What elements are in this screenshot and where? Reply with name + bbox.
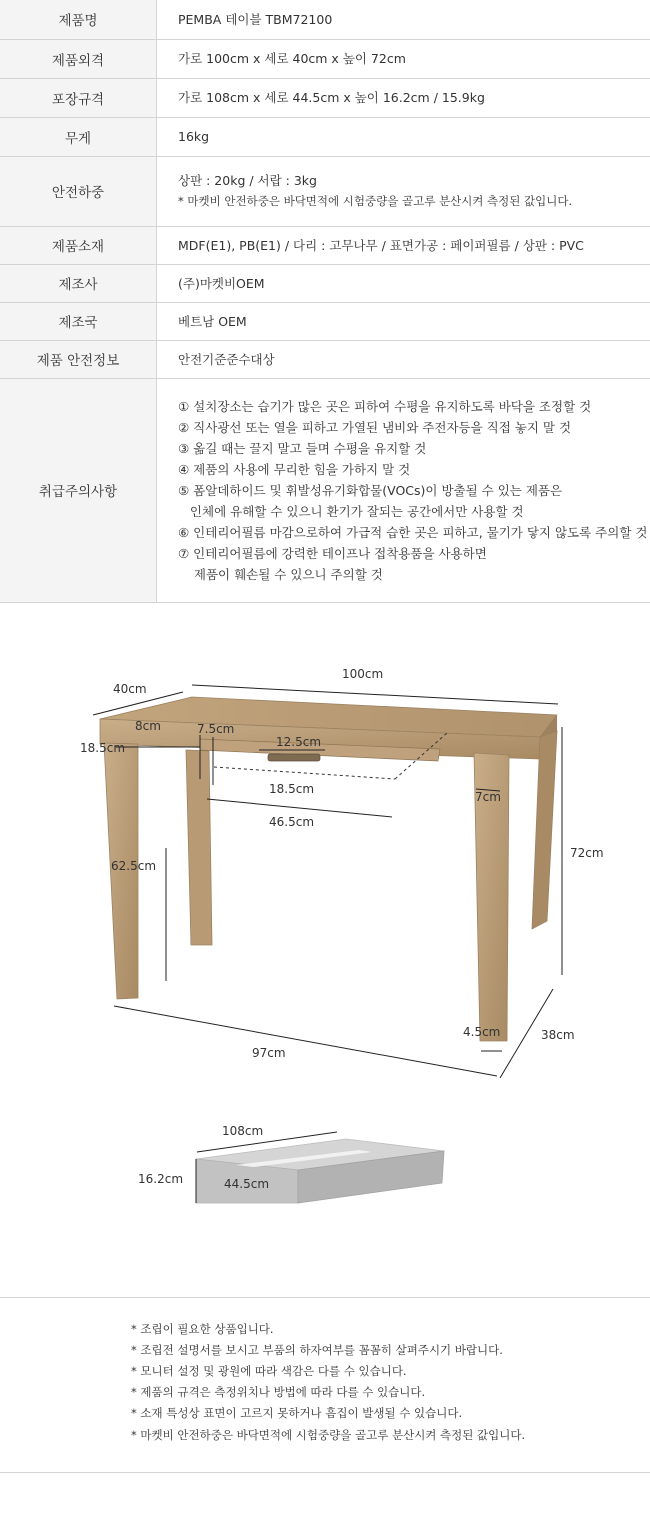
dim-drawer-depth: 46.5cm (269, 814, 315, 829)
notice-item: * 소재 특성상 표면이 고르지 못하거나 흠집이 발생될 수 있습니다. (131, 1406, 463, 1421)
spec-label: 포장규격 (0, 78, 157, 117)
spec-value: 안전기준준수대상 (157, 340, 650, 378)
dim-leg-inset: 8cm (135, 718, 161, 733)
caution-item: ⑤ 폼알데하이드 및 휘발성유기화합물(VOCs)이 방출될 수 있는 제품은 (178, 482, 563, 498)
spec-row-package (0, 78, 650, 117)
spec-value-group (157, 156, 650, 226)
dim-box-length: 108cm (222, 1123, 264, 1138)
spec-row-safety (0, 340, 650, 378)
spec-value: 베트남 OEM (157, 302, 650, 340)
notice-item: * 조립전 설명서를 보시고 부품의 하자여부를 꼼꼼히 살펴주시기 바랍니다. (131, 1342, 503, 1357)
spec-row-country (0, 302, 650, 340)
spec-row-material (0, 226, 650, 264)
spec-label: 제품외격 (0, 39, 157, 78)
spec-label: 제품 안전정보 (0, 340, 157, 378)
dimension-drawing (0, 603, 650, 1297)
spec-row-maker (0, 264, 650, 302)
dim-box-width: 44.5cm (224, 1176, 270, 1191)
spec-value: 가로 108cm x 세로 44.5cm x 높이 16.2cm / 15.9kg (157, 78, 650, 117)
spec-value: 16kg (157, 117, 650, 156)
caution-list (178, 396, 649, 585)
caution-item: 제품이 훼손될 수 있으니 주의할 것 (178, 566, 383, 582)
dim-drawer-front: 7.5cm (197, 721, 235, 736)
notice-item: * 조립이 필요한 상품입니다. (131, 1321, 274, 1336)
spec-row-safe-load (0, 156, 650, 226)
spec-row-size (0, 39, 650, 78)
caution-item: ⑥ 인테리어필름 마감으로하여 가급적 습한 곳은 피하고, 물기가 닿지 않도록 주의할 것 (178, 524, 648, 540)
spec-label: 제조사 (0, 264, 157, 302)
dim-box-height: 16.2cm (138, 1171, 184, 1186)
dim-foot: 4.5cm (463, 1024, 501, 1039)
dim-leg-height: 62.5cm (111, 858, 157, 873)
drawer-handle (268, 754, 320, 761)
notice-item: * 마켓비 안전하중은 바닥면적에 시험중량을 골고루 분산시켜 측정된 값입니다. (131, 1427, 526, 1442)
caution-cell (157, 378, 650, 602)
dim-width-bottom: 97cm (252, 1045, 286, 1060)
dimension-diagram (0, 603, 650, 1298)
spec-value: 상판 : 20kg / 서랍 : 3kg (178, 173, 317, 188)
caution-item: ③ 옮길 때는 끌지 말고 들며 수평을 유지할 것 (178, 440, 427, 456)
dim-width-top: 100cm (342, 666, 384, 681)
notice-item: * 제품의 규격은 측정위치나 방법에 따라 다를 수 있습니다. (131, 1385, 426, 1400)
spec-row-name (0, 0, 650, 39)
caution-item: ① 설치장소는 습기가 많은 곳은 피하여 수평을 유지하도록 바닥을 조정할 것 (178, 398, 592, 414)
spec-value: (주)마켓비OEM (157, 264, 650, 302)
dim-depth-top: 40cm (113, 681, 147, 696)
spec-label: 제품소재 (0, 226, 157, 264)
dim-drawer-handle: 12.5cm (276, 734, 322, 749)
caution-item: ⑦ 인테리어필름에 강력한 테이프나 접착용품을 사용하면 (178, 545, 487, 561)
spec-value: 가로 100cm x 세로 40cm x 높이 72cm (157, 39, 650, 78)
spec-note: * 마켓비 안전하중은 바닥면적에 시험중량을 골고루 분산시켜 측정된 값입니다. (178, 194, 573, 208)
notice-item: * 모니터 설정 및 광원에 따라 색감은 다를 수 있습니다. (131, 1363, 407, 1378)
spec-label: 제품명 (0, 0, 157, 39)
leg-back-right (532, 731, 557, 929)
notice-list (131, 1319, 525, 1446)
dim-depth-bottom: 38cm (541, 1027, 575, 1042)
spec-label: 취급주의사항 (0, 378, 157, 602)
dim-height-total: 72cm (570, 845, 604, 860)
spec-label: 무게 (0, 117, 157, 156)
spec-value: PEMBA 테이블 TBM72100 (157, 0, 650, 39)
caution-item: 인체에 유해할 수 있으니 환기가 잘되는 공간에서만 사용할 것 (178, 503, 524, 519)
spec-label: 제조국 (0, 302, 157, 340)
dim-top-thickness: 18.5cm (80, 740, 126, 755)
dim-drawer-width: 18.5cm (269, 781, 315, 796)
spec-row-weight (0, 117, 650, 156)
leg-back-left (186, 750, 212, 945)
notice-section (0, 1298, 650, 1473)
box-illustration (196, 1132, 444, 1203)
spec-value: MDF(E1), PB(E1) / 다리 : 고무나무 / 표면가공 : 페이퍼필름 / 상판 : PVC (157, 226, 650, 264)
caution-item: ② 직사광선 또는 열을 피하고 가열된 냄비와 주전자등을 직접 놓지 말 것 (178, 419, 572, 435)
spec-label: 안전하중 (0, 156, 157, 226)
caution-item: ④ 제품의 사용에 무리한 힘을 가하지 말 것 (178, 461, 411, 477)
spec-table (0, 0, 650, 603)
dim-leg-width: 7cm (475, 789, 501, 804)
spec-row-caution (0, 378, 650, 602)
table-illustration (100, 697, 557, 1041)
